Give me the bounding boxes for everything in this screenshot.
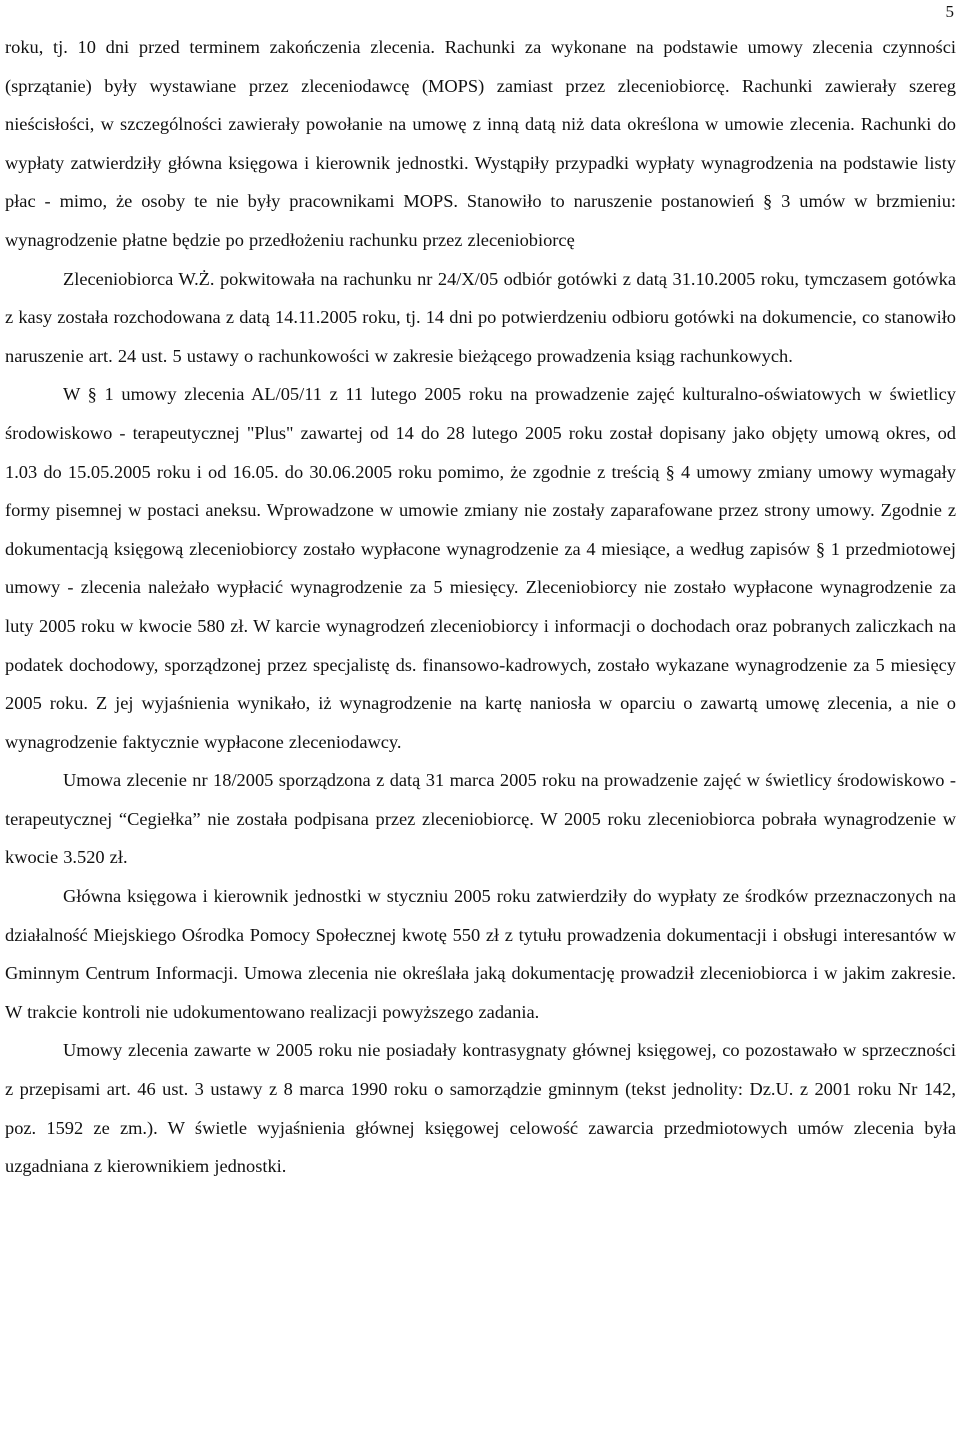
paragraph-3: W § 1 umowy zlecenia AL/05/11 z 11 lutego 2005 roku na prowadzenie zajęć kulturalno-oświatowych w świetlicy środowiskowo - terapeutycznej "Plus" zawartej od 14 do 28 lutego 2005 roku został dopisany jako objęty umową okres, od 1.03 do 15.05.2005 roku i od 16.05. do 30.06.2005 roku pomimo, że zgodnie z treścią § 4 umowy zmiany umowy wymagały formy pisemnej w postaci aneksu. Wprowadzone w umowie zmiany nie zostały zaparafowane przez strony umowy. Zgodnie z dokumentacją księgową zleceniobiorcy zostało wypłacone wynagrodzenie za 4 miesiące, a według zapisów § 1 przedmiotowej umowy - zlecenia należało wypłacić wynagrodzenie za 5 miesięcy. Zleceniobiorcy nie zostało wypłacone wynagrodzenie za luty 2005 roku w kwocie 580 zł. W karcie wynagrodzeń zleceniobiorcy i informacji o dochodach oraz pobranych zaliczkach na podatek dochodowy, sporządzonej przez specjalistę ds. finansowo-kadrowych, zostało wykazane wynagrodzenie za 5 miesięcy 2005 roku. Z jej wyjaśnienia wynikało, iż wynagrodzenie na kartę naniosła w oparciu o zawartą umowę zlecenia, a nie o wynagrodzenie faktycznie wypłacone zleceniodawcy. xyxy=(5,384,956,752)
paragraph-4: Umowa zlecenie nr 18/2005 sporządzona z datą 31 marca 2005 roku na prowadzenie zajęć w świetlicy środowiskowo - terapeutycznej “Cegiełka” nie została podpisana przez zleceniobiorcę. W 2005 roku zleceniobiorca pobrała wynagrodzenie w kwocie 3.520 zł. xyxy=(5,770,956,868)
paragraph-1: roku, tj. 10 dni przed terminem zakończenia zlecenia. Rachunki za wykonane na podstawie umowy zlecenia czynności (sprzątanie) były wystawiane przez zleceniodawcę (MOPS) zamiast przez zleceniobiorcę. Rachunki zawierały szereg nieścisłości, w szczególności zawierały powołanie na umowę z inną datą niż data określona w umowie zlecenia. Rachunki do wypłaty zatwierdziły główna księgowa i kierownik jednostki. Wystąpiły przypadki wypłaty wynagrodzenia na podstawie listy płac - mimo, że osoby te nie były pracownikami MOPS. Stanowiło to naruszenie postanowień § 3 umów w brzmieniu: wynagrodzenie płatne będzie po przedłożeniu rachunku przez zleceniobiorcę xyxy=(5,37,956,250)
document-body xyxy=(5,28,956,1186)
page-number: 5 xyxy=(945,2,954,21)
paragraph-2: Zleceniobiorca W.Ż. pokwitowała na rachunku nr 24/X/05 odbiór gotówki z datą 31.10.2005 roku, tymczasem gotówka z kasy została rozchodowana z datą 14.11.2005 roku, tj. 14 dni po potwierdzeniu odbioru gotówki na dokumencie, co stanowiło naruszenie art. 24 ust. 5 ustawy o rachunkowości w zakresie bieżącego prowadzenia ksiąg rachunkowych. xyxy=(5,268,956,366)
paragraph-6: Umowy zlecenia zawarte w 2005 roku nie posiadały kontrasygnaty głównej księgowej, co pozostawało w sprzeczności z przepisami art. 46 ust. 3 ustawy z 8 marca 1990 roku o samorządzie gminnym (tekst jednolity: Dz.U. z 2001 roku Nr 142, poz. 1592 ze zm.). W świetle wyjaśnienia głównej księgowej celowość zawarcia przedmiotowych umów zlecenia była uzgadniana z kierownikiem jednostki. xyxy=(5,1040,956,1177)
paragraph-5: Główna księgowa i kierownik jednostki w styczniu 2005 roku zatwierdziły do wypłaty ze środków przeznaczonych na działalność Miejskiego Ośrodka Pomocy Społecznej kwotę 550 zł z tytułu prowadzenia dokumentacji i obsługi interesantów w Gminnym Centrum Informacji. Umowa zlecenia nie określała jaką dokumentację prowadził zleceniobiorca i w jakim zakresie. W trakcie kontroli nie udokumentowano realizacji powyższego zadania. xyxy=(5,886,956,1022)
